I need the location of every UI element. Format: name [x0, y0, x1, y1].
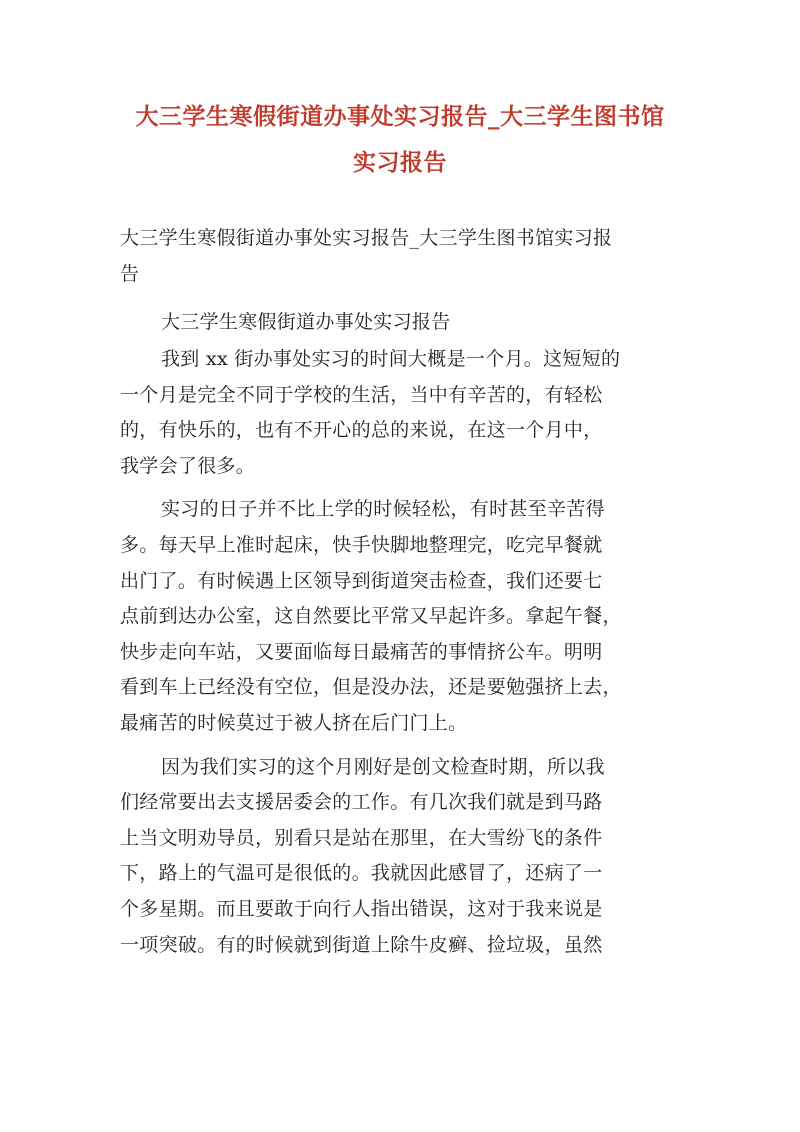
- paragraph-3: [120, 750, 680, 964]
- document-title: [120, 0, 680, 186]
- paragraph-1: [120, 342, 680, 484]
- paragraph-2: [120, 492, 680, 741]
- paragraph-line: 快步走向车站，又要面临每日最痛苦的事情挤公车。明明: [120, 640, 603, 663]
- paragraph-line: 个多星期。而且要敢于向行人指出错误，这对于我来说是: [120, 897, 603, 920]
- paragraph-line: 因为我们实习的这个月刚好是创文检查时期，所以我: [161, 755, 605, 778]
- paragraph-line: 下，路上的气温可是很低的。我就因此感冒了，还病了一: [120, 862, 603, 885]
- document-subtitle: [120, 220, 680, 292]
- title-line-1: 大三学生寒假街道办事处实习报告_大三学生图书馆: [135, 103, 665, 130]
- paragraph-line: 我到 xx 街办事处实习的时间大概是一个月。这短短的: [161, 348, 621, 370]
- paragraph-line: 的，有快乐的，也有不开心的总的来说，在这一个月中，: [120, 419, 603, 442]
- paragraph-line: 出门了。有时候遇上区领导到街道突击检查，我们还要七: [120, 569, 603, 592]
- paragraph-line: 一项突破。有的时候就到街道上除牛皮癣、捡垃圾，虽然: [120, 933, 603, 956]
- paragraph-line: 一个月是完全不同于学校的生活，当中有辛苦的，有轻松: [120, 383, 603, 406]
- document-body: [120, 342, 680, 963]
- section-heading: 大三学生寒假街道办事处实习报告: [161, 311, 451, 333]
- paragraph-line: 看到车上已经没有空位，但是没办法，还是要勉强挤上去，: [120, 676, 622, 699]
- paragraph-line: 我学会了很多。: [120, 454, 256, 477]
- subtitle-line-1: 大三学生寒假街道办事处实习报告_大三学生图书馆实习报: [120, 227, 613, 249]
- title-line-2: 实习报告: [353, 149, 447, 176]
- paragraph-line: 多。每天早上准时起床，快手快脚地整理完，吃完早餐就: [120, 533, 603, 556]
- subtitle-line-2: 告: [120, 263, 140, 285]
- paragraph-line: 上当文明劝导员，别看只是站在那里，在大雪纷飞的条件: [120, 826, 603, 849]
- paragraph-line: 点前到达办公室，这自然要比平常又早起许多。拿起午餐，: [120, 605, 622, 628]
- paragraph-line: 最痛苦的时候莫过于被人挤在后门门上。: [120, 711, 468, 734]
- paragraph-line: 实习的日子并不比上学的时候轻松，有时甚至辛苦得: [161, 498, 605, 521]
- paragraph-line: 们经常要出去支援居委会的工作。有几次我们就是到马路: [120, 791, 603, 814]
